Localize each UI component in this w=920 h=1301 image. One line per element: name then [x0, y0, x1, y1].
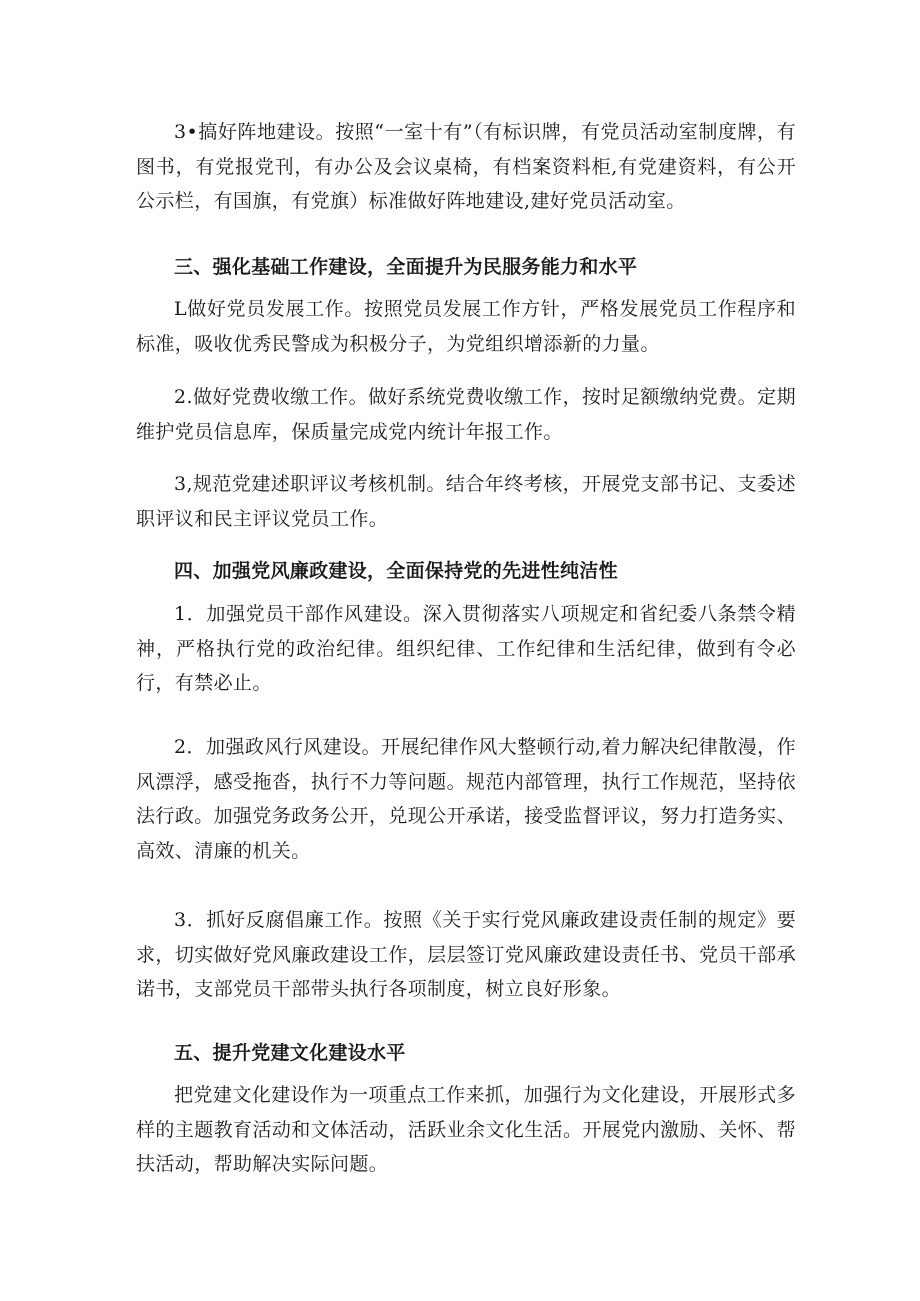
- section-heading-five: 五、提升党建文化建设水平: [174, 1042, 406, 1064]
- section-heading-four: 四、加强党风廉政建设，全面保持党的先进性纯洁性: [174, 560, 618, 582]
- paragraph-cadre-style: 1．加强党员干部作风建设。深入贯彻落实八项规定和省纪委八条禁令精神，严格执行党的政治纪律。组织纪律、工作纪律和生活纪律，做到有令必行，有禁必止。: [136, 603, 796, 694]
- paragraph-position-building: 3•搞好阵地建设。按照“一室十有”（有标识牌，有党员活动室制度牌，有图书，有党报党刊，有办公及会议桌椅，有档案资料柜,有党建资料，有公开公示栏，有国旗，有党旗）标准做好阵地建设,建好党员活动室。: [136, 121, 796, 212]
- section-heading-three: 三、强化基础工作建设，全面提升为民服务能力和水平: [174, 256, 638, 278]
- paragraph-dues-collection: 2.做好党费收缴工作。做好系统党费收缴工作，按时足额缴纳党费。定期维护党员信息库，保质量完成党内统计年报工作。: [136, 386, 796, 443]
- paragraph-government-style: 2．加强政风行风建设。开展纪律作风大整顿行动,着力解决纪律散漫，作风漂浮，感受拖沓，执行不力等问题。规范内部管理，执行工作规范，坚持依法行政。加强党务政务公开，兑现公开承诺，接受监督评议，努力打造务实、高效、清廉的机关。: [136, 736, 796, 862]
- paragraph-anti-corruption: 3．抓好反腐倡廉工作。按照《关于实行党风廉政建设责任制的规定》要求，切实做好党风廉政建设工作，层层签订党风廉政建设责任书、党员干部承诺书，支部党员干部带头执行各项制度，树立良好形象。: [136, 909, 796, 1000]
- paragraph-member-development: L做好党员发展工作。按照党员发展工作方针，严格发展党员工作程序和标准，吸收优秀民警成为积极分子，为党组织增添新的力量。: [136, 298, 796, 355]
- paragraph-review-mechanism: 3,规范党建述职评议考核机制。结合年终考核，开展党支部书记、支委述职评议和民主评议党员工作。: [136, 473, 796, 530]
- paragraph-party-culture: 把党建文化建设作为一项重点工作来抓，加强行为文化建设，开展形式多样的主题教育活动和文体活动，活跃业余文化生活。开展党内激励、关怀、帮扶活动，帮助解决实际问题。: [136, 1084, 796, 1175]
